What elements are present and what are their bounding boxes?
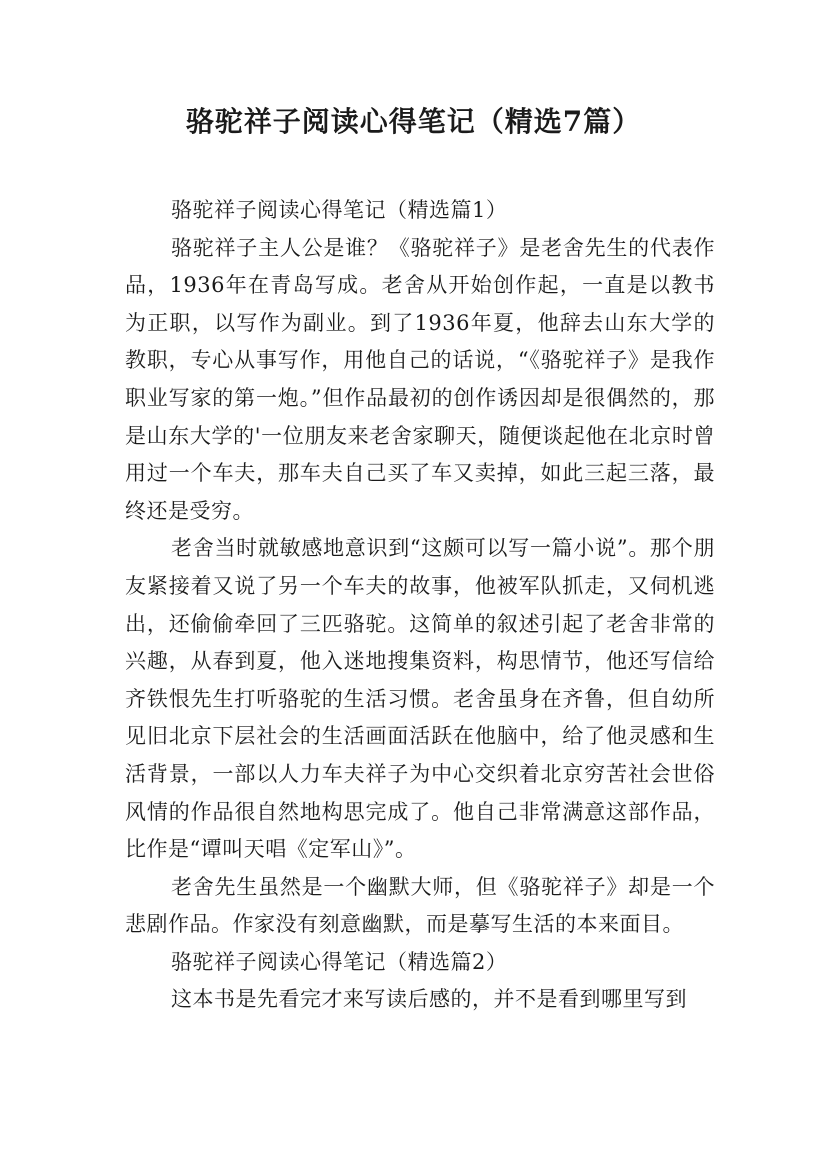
paragraph: 这本书是先看完才来写读后感的，并不是看到哪里写到 — [171, 987, 687, 1012]
paragraph: 老舍先生虽然是一个幽默大师，但《骆驼祥子》却是一个悲剧作品。作家没有刻意幽默，而是摹写生活的本来面目。 — [125, 874, 715, 937]
paragraph: 骆驼祥子主人公是谁？《骆驼祥子》是老舍先生的代表作品，1936年在青岛写成。老舍从开始创作起，一直是以教书为正职，以写作为副业。到了1936年夏，他辞去山东大学的教职，专心从事写作，用他自己的话说，“《骆驼祥子》是我作职业写家的第一炮。”但作品最初的创作诱因却是很偶然的，那是山东大学的'一位朋友来老舍家聊天，随便谈起他在北京时曾用过一个车夫，那车夫自己买了车又卖掉，如此三起三落，最终还是受穷。 — [125, 235, 715, 523]
section-heading-1: 骆驼祥子阅读心得笔记（精选篇1） — [171, 198, 508, 222]
section-heading-2: 骆驼祥子阅读心得笔记（精选篇2） — [171, 949, 508, 974]
document-body — [125, 192, 715, 1019]
document-title: 骆驼祥子阅读心得笔记（精选7篇） — [185, 105, 642, 138]
paragraph: 老舍当时就敏感地意识到“这颇可以写一篇小说”。那个朋友紧接着又说了另一个车夫的故事，他被军队抓走，又伺机逃出，还偷偷牵回了三匹骆驼。这简单的叙述引起了老舍非常的兴趣，从春到夏，他入迷地搜集资料，构思情节，他还写信给齐铁恨先生打听骆驼的生活习惯。老舍虽身在齐鲁，但自幼所见旧北京下层社会的生活画面活跃在他脑中，给了他灵感和生活背景，一部以人力车夫祥子为中心交织着北京穷苦社会世俗风情的作品很自然地构思完成了。他自己非常满意这部作品，比作是“谭叫天唱《定军山》”。 — [125, 536, 715, 862]
